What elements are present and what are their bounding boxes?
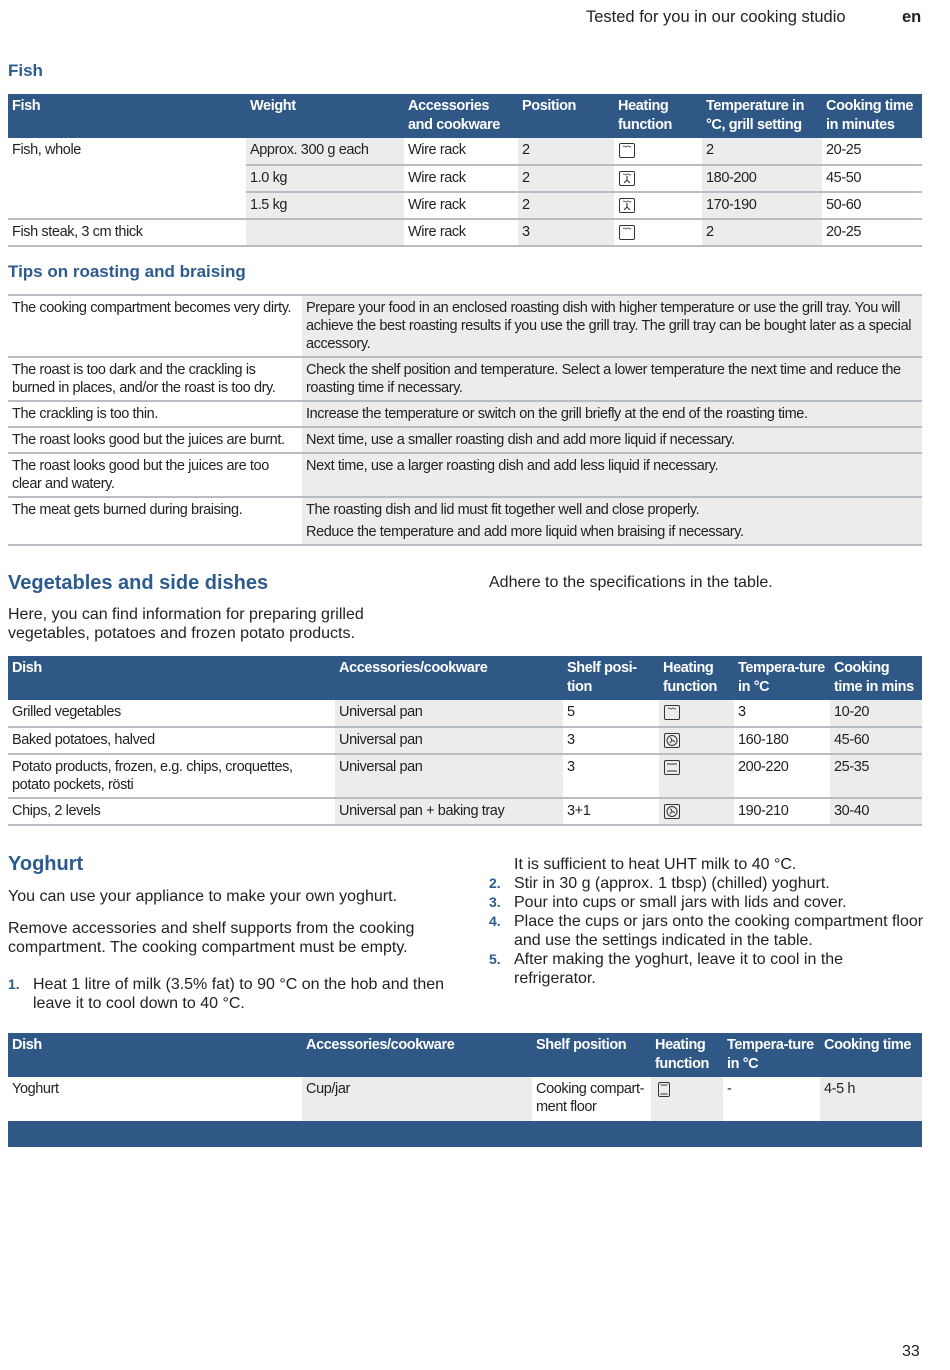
cell-text: 2 — [522, 170, 530, 186]
column-header: Shelf posi-tion — [563, 656, 659, 700]
table-header-row — [8, 1033, 922, 1077]
step-item: 3. Pour into cups or small jars with lids and cover. — [489, 894, 847, 911]
yoghurt-heading: Yoghurt — [8, 853, 84, 875]
column-header: Tempera-ture in °C — [734, 656, 830, 700]
table-cell — [830, 754, 922, 798]
table-row — [8, 700, 922, 727]
cell-text: Universal pan — [339, 759, 423, 775]
table-cell — [8, 165, 246, 192]
table-cell — [8, 453, 302, 497]
cell-text: 2 — [522, 142, 530, 158]
table-cell — [723, 1077, 820, 1121]
table-cell — [8, 427, 302, 453]
cell-text: 20-25 — [826, 224, 862, 240]
cell-text: 2 — [522, 197, 530, 213]
cell-text: Wire rack — [408, 197, 466, 213]
table-cell — [8, 497, 302, 545]
table-cell — [8, 754, 335, 798]
table-row — [8, 357, 922, 401]
cell-text: Fish, whole — [12, 142, 81, 158]
circulating-air-grill-icon — [618, 197, 636, 214]
table-cell — [404, 192, 518, 219]
cell-text: 190-210 — [738, 803, 789, 819]
table-cell — [702, 219, 822, 246]
table-row — [8, 401, 922, 427]
column-header: Accessories/cookware — [302, 1033, 532, 1077]
cell-text: Reduce the temperature and add more liquid when braising if necessary. — [306, 524, 744, 540]
table-row — [8, 219, 922, 246]
cell-text: 2 — [706, 224, 714, 240]
column-header: Cooking time in mins — [830, 656, 922, 700]
heating-function-cell — [659, 700, 734, 727]
cell-text: The crackling is too thin. — [12, 406, 158, 422]
table-cell — [822, 138, 922, 165]
table-cell — [335, 754, 563, 798]
grill-icon — [618, 224, 636, 241]
table-cell — [830, 798, 922, 825]
table-footer-bar — [8, 1121, 922, 1147]
cell-text: 160-180 — [738, 732, 789, 748]
cell-text: 25-35 — [834, 759, 870, 775]
yoghurt-intro: You can use your appliance to make your own yoghurt. — [8, 888, 397, 905]
cell-text: 200-220 — [738, 759, 789, 775]
table-cell — [246, 219, 404, 246]
step-item: It is sufficient to heat UHT milk to 40 °C. — [514, 856, 797, 873]
table-cell — [518, 192, 614, 219]
cell-text: Prepare your food in an enclosed roasting dish with higher temperature or use the grill tray. You will achieve the best roasting results if you use the grill tray. The grill tray can be bought later as a special accessory. — [306, 300, 912, 352]
table-row — [8, 497, 922, 545]
table-cell — [8, 192, 246, 219]
cell-text: 1.5 kg — [250, 197, 288, 213]
cell-text: Approx. 300 g each — [250, 142, 369, 158]
table-row — [8, 138, 922, 165]
cell-text: Universal pan — [339, 732, 423, 748]
heating-function-cell — [614, 219, 702, 246]
cell-text: 3 — [567, 732, 575, 748]
step-item: 1. Heat 1 litre of milk (3.5% fat) to 90 °C on the hob and then leave it to cool down to 40 °C. — [8, 976, 445, 1012]
cell-text: Fish steak, 3 cm thick — [12, 224, 143, 240]
column-header: Tempera-ture in °C — [723, 1033, 820, 1077]
cell-text: 170-190 — [706, 197, 757, 213]
table-cell — [246, 165, 404, 192]
table-cell — [8, 700, 335, 727]
running-header: Tested for you in our cooking studio — [586, 8, 846, 26]
circulating-air-grill-icon — [618, 170, 636, 187]
table-cell — [335, 727, 563, 754]
language-code: en — [902, 8, 922, 26]
heating-function-cell — [659, 727, 734, 754]
step-item: 4. Place the cups or jars onto the cooking compartment floor and use the settings indicated in the table. — [489, 913, 924, 949]
table-cell — [563, 798, 659, 825]
table-cell — [702, 138, 822, 165]
table-cell — [734, 727, 830, 754]
yoghurt-steps-left — [8, 975, 448, 1013]
cell-text: Universal pan + baking tray — [339, 803, 505, 819]
table-cell — [8, 138, 246, 165]
table-cell — [404, 219, 518, 246]
cell-text: 2 — [706, 142, 714, 158]
cell-text: The roasting dish and lid must fit together well and close properly. — [306, 502, 700, 518]
table-header-row — [8, 656, 922, 700]
vegetables-heading: Vegetables and side dishes — [8, 572, 269, 594]
table-cell — [8, 1077, 302, 1121]
table-cell — [702, 192, 822, 219]
table-cell — [404, 165, 518, 192]
heating-function-cell — [659, 754, 734, 798]
column-header: Cooking time in minutes — [822, 94, 922, 138]
table-cell — [302, 497, 922, 545]
heating-function-cell — [659, 798, 734, 825]
table-cell — [302, 401, 922, 427]
cell-text: 3 — [567, 759, 575, 775]
cell-text: The roast looks good but the juices are burnt. — [12, 432, 285, 448]
column-header: Shelf position — [532, 1033, 651, 1077]
table-row — [8, 427, 922, 453]
tips-table — [8, 294, 922, 546]
cell-text: - — [727, 1081, 732, 1097]
table-cell — [246, 192, 404, 219]
step-item: 5. After making the yoghurt, leave it to cool in the refrigerator. — [489, 951, 844, 987]
table-cell — [246, 138, 404, 165]
column-header: Dish — [8, 1033, 302, 1077]
table-cell — [518, 138, 614, 165]
cell-text: 10-20 — [834, 704, 870, 720]
table-cell — [8, 401, 302, 427]
cell-text: 1.0 kg — [250, 170, 288, 186]
hot-air-icon — [663, 803, 681, 820]
fish-heading: Fish — [8, 61, 43, 80]
table-cell — [8, 219, 246, 246]
table-cell — [822, 165, 922, 192]
grill-icon — [663, 704, 681, 721]
table-cell — [518, 219, 614, 246]
yoghurt-table — [8, 1033, 922, 1121]
vegetables-table — [8, 656, 922, 826]
table-row — [8, 798, 922, 825]
column-header: Accessories/cookware — [335, 656, 563, 700]
top-bottom-heat-icon — [663, 759, 681, 776]
heating-function-cell — [614, 192, 702, 219]
column-header: Heating function — [614, 94, 702, 138]
tips-heading: Tips on roasting and braising — [8, 262, 246, 281]
table-cell — [335, 798, 563, 825]
column-header: Position — [518, 94, 614, 138]
cell-text: The roast looks good but the juices are too clear and watery. — [12, 458, 269, 492]
table-cell — [734, 798, 830, 825]
table-cell — [532, 1077, 651, 1121]
cell-text: Cooking compart-ment floor — [536, 1081, 645, 1115]
cell-text: Check the shelf position and temperature. Select a lower temperature the next time and reduce the roasting time if necessary. — [306, 362, 901, 396]
column-header: Heating function — [659, 656, 734, 700]
table-cell — [822, 219, 922, 246]
table-row — [8, 754, 922, 798]
column-header: Heating function — [651, 1033, 723, 1077]
cell-text: 45-50 — [826, 170, 862, 186]
column-header: Dish — [8, 656, 335, 700]
cell-text: Increase the temperature or switch on the grill briefly at the end of the roasting time. — [306, 406, 808, 422]
cell-text: 5 — [567, 704, 575, 720]
cell-text: The cooking compartment becomes very dirty. — [12, 300, 292, 316]
cell-text: Baked potatoes, halved — [12, 732, 155, 748]
cell-text: 3 — [522, 224, 530, 240]
cell-text: Wire rack — [408, 224, 466, 240]
cell-text: Potato products, frozen, e.g. chips, croquettes, potato pockets, rösti — [12, 759, 293, 793]
table-row — [8, 453, 922, 497]
vegetables-note: Adhere to the specifications in the table. — [489, 574, 773, 591]
column-header: Temperature in °C, grill setting — [702, 94, 822, 138]
table-cell — [563, 754, 659, 798]
column-header: Weight — [246, 94, 404, 138]
table-cell — [404, 138, 518, 165]
table-cell — [8, 295, 302, 357]
table-cell — [563, 727, 659, 754]
table-cell — [830, 700, 922, 727]
bottom-heat-icon — [655, 1081, 673, 1098]
table-cell — [8, 798, 335, 825]
cell-text: 3+1 — [567, 803, 591, 819]
cell-text: 3 — [738, 704, 746, 720]
heating-function-cell — [614, 165, 702, 192]
cell-text: 180-200 — [706, 170, 757, 186]
cell-text: Yoghurt — [12, 1081, 59, 1097]
table-cell — [302, 453, 922, 497]
table-cell — [335, 700, 563, 727]
table-row — [8, 192, 922, 219]
cell-text: Next time, use a smaller roasting dish and add more liquid if necessary. — [306, 432, 735, 448]
column-header: Cooking time — [820, 1033, 922, 1077]
table-cell — [302, 1077, 532, 1121]
table-cell — [302, 357, 922, 401]
cell-text: Next time, use a larger roasting dish and add less liquid if necessary. — [306, 458, 719, 474]
fish-table — [8, 94, 922, 247]
cell-text: Universal pan — [339, 704, 423, 720]
table-row — [8, 1077, 922, 1121]
cell-text: 50-60 — [826, 197, 862, 213]
cell-text: Wire rack — [408, 142, 466, 158]
cell-text: The roast is too dark and the crackling is burned in places, and/or the roast is too dry. — [12, 362, 276, 396]
page-number: 33 — [902, 1343, 920, 1360]
table-cell — [822, 192, 922, 219]
table-row — [8, 165, 922, 192]
table-cell — [830, 727, 922, 754]
table-cell — [8, 357, 302, 401]
table-cell — [734, 700, 830, 727]
column-header: Accessories and cookware — [404, 94, 518, 138]
table-row — [8, 727, 922, 754]
column-header: Fish — [8, 94, 246, 138]
cell-text: Wire rack — [408, 170, 466, 186]
table-cell — [563, 700, 659, 727]
table-cell — [820, 1077, 922, 1121]
yoghurt-steps-right — [489, 855, 924, 988]
cell-text: 30-40 — [834, 803, 870, 819]
cell-text: 20-25 — [826, 142, 862, 158]
cell-text: Cup/jar — [306, 1081, 350, 1097]
table-cell — [302, 427, 922, 453]
hot-air-icon — [663, 732, 681, 749]
table-row — [8, 295, 922, 357]
cell-text: Chips, 2 levels — [12, 803, 101, 819]
table-cell — [518, 165, 614, 192]
heating-function-cell — [651, 1077, 723, 1121]
step-item: 2. Stir in 30 g (approx. 1 tbsp) (chilled) yoghurt. — [489, 875, 830, 892]
cell-text: The meat gets burned during braising. — [12, 502, 243, 518]
table-cell — [302, 295, 922, 357]
vegetables-intro: Here, you can find information for preparing grilled vegetables, potatoes and frozen potato products. — [8, 606, 364, 642]
yoghurt-prep: Remove accessories and shelf supports from the cooking compartment. The cooking compartment must be empty. — [8, 920, 415, 956]
cell-text: 45-60 — [834, 732, 870, 748]
grill-icon — [618, 142, 636, 159]
cell-text: 4-5 h — [824, 1081, 856, 1097]
cell-text: Grilled vegetables — [12, 704, 121, 720]
table-cell — [702, 165, 822, 192]
table-cell — [8, 727, 335, 754]
table-header-row — [8, 94, 922, 138]
table-cell — [734, 754, 830, 798]
heating-function-cell — [614, 138, 702, 165]
